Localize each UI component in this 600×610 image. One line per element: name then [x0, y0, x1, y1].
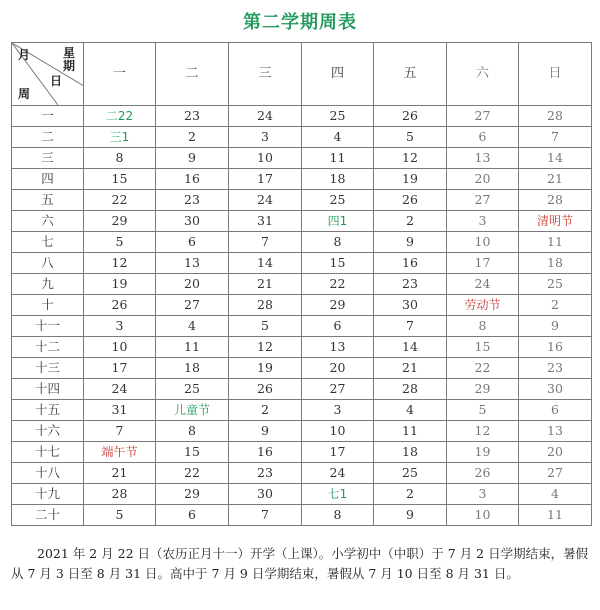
day-cell-fri: 23 [374, 274, 447, 295]
day-cell-sat: 22 [447, 358, 519, 379]
day-cell-thu: 22 [302, 274, 374, 295]
day-cell-sun: 25 [519, 274, 592, 295]
day-cell-tue: 23 [156, 190, 229, 211]
week-row [12, 211, 592, 232]
week-number-cell: 十六 [12, 421, 84, 442]
day-cell-sat: 3 [447, 484, 519, 505]
week-row [12, 295, 592, 316]
day-cell-thu: 25 [302, 106, 374, 127]
day-cell-sat: 12 [447, 421, 519, 442]
day-cell-tue: 6 [156, 232, 229, 253]
week-row [12, 505, 592, 526]
day-cell-thu: 25 [302, 190, 374, 211]
day-cell-sat: 29 [447, 379, 519, 400]
week-row [12, 274, 592, 295]
day-cell-fri: 14 [374, 337, 447, 358]
corner-label-day: 日 [50, 74, 63, 88]
week-row [12, 358, 592, 379]
day-cell-tue: 22 [156, 463, 229, 484]
day-cell-mon: 10 [84, 337, 156, 358]
day-cell-sun: 21 [519, 169, 592, 190]
week-number-cell: 八 [12, 253, 84, 274]
day-cell-wed: 12 [229, 337, 302, 358]
day-cell-sun: 27 [519, 463, 592, 484]
day-cell-sun: 9 [519, 316, 592, 337]
day-cell-mon: 17 [84, 358, 156, 379]
day-cell-tue: 20 [156, 274, 229, 295]
week-number-cell: 一 [12, 106, 84, 127]
day-cell-thu: 8 [302, 505, 374, 526]
day-cell-thu: 6 [302, 316, 374, 337]
day-cell-wed: 21 [229, 274, 302, 295]
week-row [12, 463, 592, 484]
day-cell-mon: 19 [84, 274, 156, 295]
day-cell-mon: 21 [84, 463, 156, 484]
weekday-header-fri: 五 [374, 43, 447, 106]
semester-note: 2021 年 2 月 22 日（农历正月十一）开学（上课）。小学初中（中职）于 7 月 2 日学期结束，暑假从 7 月 3 日至 8 月 31 日。高中于 7 月 9 日学期结束，暑假从 7 月 10 日至 8 月 31 日。 [11, 546, 589, 581]
day-cell-sat: 20 [447, 169, 519, 190]
week-row [12, 316, 592, 337]
week-row [12, 127, 592, 148]
week-number-cell: 二十 [12, 505, 84, 526]
day-cell-sun: 20 [519, 442, 592, 463]
day-cell-sat: 17 [447, 253, 519, 274]
day-cell-mon: 3 [84, 316, 156, 337]
day-cell-wed: 19 [229, 358, 302, 379]
day-cell-wed: 9 [229, 421, 302, 442]
day-cell-tue: 11 [156, 337, 229, 358]
day-cell-thu: 11 [302, 148, 374, 169]
week-number-cell: 九 [12, 274, 84, 295]
week-row [12, 337, 592, 358]
day-cell-sun: 23 [519, 358, 592, 379]
day-cell-fri: 11 [374, 421, 447, 442]
day-cell-sun: 13 [519, 421, 592, 442]
day-cell-thu: 18 [302, 169, 374, 190]
day-cell-thu: 20 [302, 358, 374, 379]
week-number-cell: 十二 [12, 337, 84, 358]
header-row [12, 43, 592, 106]
day-cell-sun: 28 [519, 190, 592, 211]
calendar-body [12, 106, 592, 526]
day-cell-mon: 8 [84, 148, 156, 169]
day-cell-fri: 2 [374, 211, 447, 232]
day-cell-wed: 14 [229, 253, 302, 274]
day-cell-wed: 7 [229, 505, 302, 526]
day-cell-wed: 23 [229, 463, 302, 484]
day-cell-tue: 6 [156, 505, 229, 526]
weekday-header-mon: 一 [84, 43, 156, 106]
day-cell-tue: 9 [156, 148, 229, 169]
day-cell-sat: 5 [447, 400, 519, 421]
day-cell-wed: 24 [229, 106, 302, 127]
day-cell-fri: 5 [374, 127, 447, 148]
day-cell-fri: 26 [374, 106, 447, 127]
week-number-cell: 七 [12, 232, 84, 253]
day-cell-sat: 10 [447, 232, 519, 253]
day-cell-mon: 5 [84, 232, 156, 253]
day-cell-sun: 14 [519, 148, 592, 169]
day-cell-wed: 7 [229, 232, 302, 253]
day-cell-tue: 8 [156, 421, 229, 442]
day-cell-mon: 22 [84, 190, 156, 211]
day-cell-sat: 24 [447, 274, 519, 295]
day-cell-mon: 端午节 [84, 442, 156, 463]
page-title: 第二学期周表 [243, 12, 357, 33]
day-cell-tue: 儿童节 [156, 400, 229, 421]
day-cell-thu: 4 [302, 127, 374, 148]
day-cell-mon: 7 [84, 421, 156, 442]
day-cell-tue: 23 [156, 106, 229, 127]
day-cell-tue: 18 [156, 358, 229, 379]
day-cell-sun: 2 [519, 295, 592, 316]
day-cell-sun: 11 [519, 505, 592, 526]
day-cell-tue: 2 [156, 127, 229, 148]
day-cell-sun: 28 [519, 106, 592, 127]
day-cell-thu: 四1 [302, 211, 374, 232]
day-cell-tue: 13 [156, 253, 229, 274]
day-cell-thu: 17 [302, 442, 374, 463]
day-cell-tue: 15 [156, 442, 229, 463]
corner-label-month: 月 [18, 48, 31, 62]
week-row [12, 400, 592, 421]
day-cell-wed: 3 [229, 127, 302, 148]
week-row [12, 106, 592, 127]
day-cell-tue: 27 [156, 295, 229, 316]
weekday-header-sun: 日 [519, 43, 592, 106]
day-cell-sat: 10 [447, 505, 519, 526]
day-cell-thu: 27 [302, 379, 374, 400]
day-cell-fri: 26 [374, 190, 447, 211]
day-cell-fri: 16 [374, 253, 447, 274]
day-cell-thu: 10 [302, 421, 374, 442]
day-cell-wed: 2 [229, 400, 302, 421]
week-number-cell: 十 [12, 295, 84, 316]
day-cell-sat: 27 [447, 106, 519, 127]
day-cell-wed: 24 [229, 190, 302, 211]
day-cell-fri: 9 [374, 505, 447, 526]
day-cell-fri: 2 [374, 484, 447, 505]
day-cell-fri: 7 [374, 316, 447, 337]
day-cell-wed: 17 [229, 169, 302, 190]
week-number-cell: 十七 [12, 442, 84, 463]
day-cell-thu: 3 [302, 400, 374, 421]
day-cell-wed: 26 [229, 379, 302, 400]
day-cell-sat: 19 [447, 442, 519, 463]
day-cell-thu: 24 [302, 463, 374, 484]
day-cell-tue: 30 [156, 211, 229, 232]
day-cell-sat: 6 [447, 127, 519, 148]
day-cell-fri: 28 [374, 379, 447, 400]
day-cell-fri: 18 [374, 442, 447, 463]
week-number-cell: 十一 [12, 316, 84, 337]
day-cell-fri: 19 [374, 169, 447, 190]
day-cell-fri: 4 [374, 400, 447, 421]
day-cell-sun: 16 [519, 337, 592, 358]
week-row [12, 421, 592, 442]
day-cell-wed: 28 [229, 295, 302, 316]
day-cell-mon: 二22 [84, 106, 156, 127]
week-row [12, 253, 592, 274]
day-cell-mon: 15 [84, 169, 156, 190]
day-cell-fri: 12 [374, 148, 447, 169]
week-number-cell: 十五 [12, 400, 84, 421]
day-cell-fri: 30 [374, 295, 447, 316]
day-cell-wed: 16 [229, 442, 302, 463]
weekday-header-tue: 二 [156, 43, 229, 106]
day-cell-fri: 9 [374, 232, 447, 253]
day-cell-thu: 8 [302, 232, 374, 253]
weekday-header-wed: 三 [229, 43, 302, 106]
day-cell-mon: 12 [84, 253, 156, 274]
day-cell-sun: 4 [519, 484, 592, 505]
day-cell-mon: 三1 [84, 127, 156, 148]
day-cell-wed: 30 [229, 484, 302, 505]
week-number-cell: 五 [12, 190, 84, 211]
day-cell-fri: 25 [374, 463, 447, 484]
week-number-cell: 十九 [12, 484, 84, 505]
day-cell-thu: 29 [302, 295, 374, 316]
day-cell-tue: 16 [156, 169, 229, 190]
week-number-cell: 三 [12, 148, 84, 169]
day-cell-tue: 25 [156, 379, 229, 400]
day-cell-sun: 18 [519, 253, 592, 274]
day-cell-thu: 13 [302, 337, 374, 358]
day-cell-wed: 5 [229, 316, 302, 337]
week-row [12, 148, 592, 169]
day-cell-thu: 15 [302, 253, 374, 274]
weekday-header-sat: 六 [447, 43, 519, 106]
day-cell-fri: 21 [374, 358, 447, 379]
day-cell-mon: 29 [84, 211, 156, 232]
day-cell-mon: 31 [84, 400, 156, 421]
corner-header-cell [12, 43, 84, 106]
day-cell-mon: 26 [84, 295, 156, 316]
day-cell-sat: 8 [447, 316, 519, 337]
day-cell-sat: 26 [447, 463, 519, 484]
day-cell-mon: 28 [84, 484, 156, 505]
day-cell-sat: 27 [447, 190, 519, 211]
week-row [12, 190, 592, 211]
week-row [12, 379, 592, 400]
day-cell-thu: 七1 [302, 484, 374, 505]
corner-label-week: 周 [18, 87, 31, 101]
day-cell-sat: 劳动节 [447, 295, 519, 316]
day-cell-wed: 10 [229, 148, 302, 169]
week-number-cell: 十八 [12, 463, 84, 484]
week-number-cell: 十三 [12, 358, 84, 379]
day-cell-sun: 7 [519, 127, 592, 148]
corner-label-weekday: 星期 [62, 46, 75, 73]
week-row [12, 169, 592, 190]
week-row [12, 484, 592, 505]
day-cell-sun: 30 [519, 379, 592, 400]
day-cell-mon: 24 [84, 379, 156, 400]
day-cell-tue: 29 [156, 484, 229, 505]
day-cell-sun: 清明节 [519, 211, 592, 232]
day-cell-sat: 13 [447, 148, 519, 169]
week-number-cell: 六 [12, 211, 84, 232]
day-cell-sat: 3 [447, 211, 519, 232]
week-row [12, 232, 592, 253]
week-number-cell: 二 [12, 127, 84, 148]
week-calendar-table [11, 42, 592, 526]
weekday-header-thu: 四 [302, 43, 374, 106]
week-number-cell: 四 [12, 169, 84, 190]
day-cell-sun: 6 [519, 400, 592, 421]
day-cell-tue: 4 [156, 316, 229, 337]
day-cell-sun: 11 [519, 232, 592, 253]
week-row [12, 442, 592, 463]
week-number-cell: 十四 [12, 379, 84, 400]
day-cell-wed: 31 [229, 211, 302, 232]
day-cell-mon: 5 [84, 505, 156, 526]
day-cell-sat: 15 [447, 337, 519, 358]
